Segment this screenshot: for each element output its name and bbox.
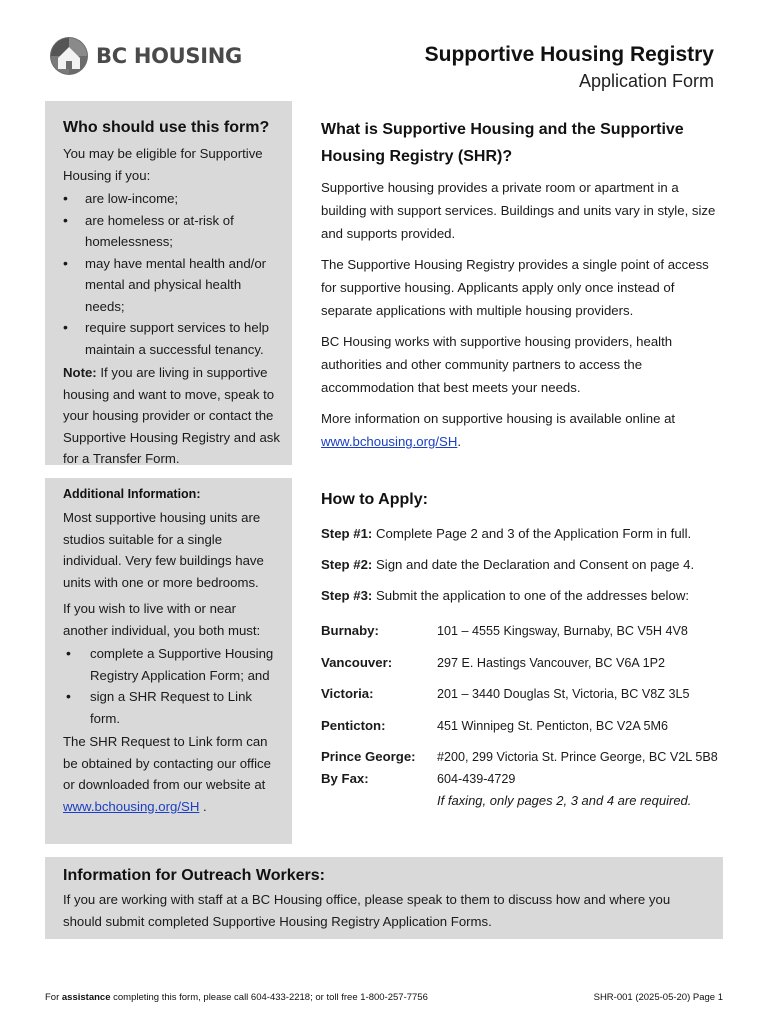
who-intro: You may be eligible for Supportive Housing if you: xyxy=(63,146,263,183)
additional-p3-text: The SHR Request to Link form can be obtained by contacting our office or downloaded from our website at xyxy=(63,734,271,792)
step-2 xyxy=(321,554,721,575)
additional-heading: Additional Information: xyxy=(63,487,201,501)
step-label: Step #3: xyxy=(321,588,373,603)
outreach-text: If you are working with staff at a BC Housing office, please speak to them to discuss how and where you should submit completed Supportive Housing Registry Application Forms. xyxy=(63,892,671,929)
address-row-prince-george xyxy=(321,746,721,768)
list-item: • are homeless or at-risk of homelessness; xyxy=(63,210,284,253)
what-heading: What is Supportive Housing and the Supportive Housing Registry (SHR)? xyxy=(321,121,684,165)
address-value: 451 Winnipeg St. Penticton, BC V2A 5M6 xyxy=(437,718,669,733)
list-item: • are low-income; xyxy=(63,188,284,210)
what-p4 xyxy=(321,407,721,453)
link-requirements-list xyxy=(63,643,284,729)
house-logo-icon xyxy=(50,36,88,76)
address-value: 297 E. Hastings Vancouver, BC V6A 1P2 xyxy=(437,655,665,670)
address-location: By Fax: xyxy=(321,771,369,787)
address-location: Prince George: xyxy=(321,749,416,765)
how-to-apply-section xyxy=(321,486,721,812)
footer-bold: assistance xyxy=(61,992,111,1003)
link-after: . xyxy=(199,798,207,814)
footer-form-id: SHR-001 (2025-05-20) Page 1 xyxy=(593,992,723,1003)
form-title-block xyxy=(425,42,714,94)
list-item: • sign a SHR Request to Link form. xyxy=(63,686,284,729)
page-footer xyxy=(45,992,723,1003)
footer-assistance xyxy=(45,992,428,1003)
note-text: If you are living in supportive housing and want to move, speak to your housing provider or contact the Supportive Housing Registry and ask for a Transfer Form. xyxy=(63,365,280,466)
what-p2: The Supportive Housing Registry provides a single point of access for supportive housing. Applicants apply only once instead of separate applications with multiple housing providers. xyxy=(321,257,709,318)
step-1 xyxy=(321,523,721,544)
apply-heading: How to Apply: xyxy=(321,491,428,508)
additional-info-box xyxy=(45,478,292,844)
address-row-vancouver xyxy=(321,652,721,674)
additional-p2: If you wish to live with or near another individual, you both must: xyxy=(63,601,261,638)
who-should-use-box xyxy=(45,101,292,465)
address-location: Vancouver: xyxy=(321,654,393,670)
bc-housing-logo xyxy=(50,36,242,76)
step-text: Submit the application to one of the addresses below: xyxy=(372,588,690,603)
fax-number: 604-439-4729 xyxy=(437,772,516,787)
list-item: • may have mental health and/or mental and physical health needs; xyxy=(63,253,284,318)
what-is-section xyxy=(321,116,721,461)
form-title: Supportive Housing Registry xyxy=(424,43,714,66)
eligibility-list xyxy=(63,188,284,360)
list-item: • require support services to help maintain a successful tenancy. xyxy=(63,317,284,360)
step-text: Complete Page 2 and 3 of the Application Form in full. xyxy=(372,526,692,541)
additional-p3 xyxy=(63,731,284,817)
who-heading: Who should use this form? xyxy=(63,119,270,136)
address-location: Burnaby: xyxy=(321,623,379,638)
note-label: Note: xyxy=(63,365,97,380)
who-note xyxy=(63,362,284,470)
address-row-burnaby xyxy=(321,620,721,642)
logo-text: BC HOUSING xyxy=(96,44,242,68)
address-location: Penticton: xyxy=(321,717,386,733)
address-row-victoria xyxy=(321,683,721,705)
outreach-heading: Information for Outreach Workers: xyxy=(63,867,325,884)
form-subtitle: Application Form xyxy=(578,71,714,91)
list-item: • complete a Supportive Housing Registry Application Form; and xyxy=(63,643,284,686)
step-text: Sign and date the Declaration and Consent on page 4. xyxy=(372,557,695,572)
footer-rest: completing this form, please call 604-433-2218; or toll free 1-800-257-7756 xyxy=(110,992,428,1003)
address-row-fax xyxy=(321,768,721,790)
address-value: #200, 299 Victoria St. Prince George, BC V2L 5B8 xyxy=(437,750,718,765)
outreach-workers-box xyxy=(45,857,723,939)
step-3 xyxy=(321,585,721,606)
what-p1: Supportive housing provides a private room or apartment in a building with support services. Buildings and units vary in style, size and supports provided. xyxy=(321,180,716,241)
footer-prefix: For xyxy=(45,992,62,1003)
bchousing-link-left[interactable]: www.bchousing.org/SH xyxy=(63,798,200,814)
what-p3: BC Housing works with supportive housing providers, health authorities and other community partners to access the accommodation that best meets your needs. xyxy=(321,334,673,395)
step-label: Step #1: xyxy=(321,526,373,541)
address-row-penticton xyxy=(321,715,721,737)
address-location: Victoria: xyxy=(321,686,374,702)
address-value: 201 – 3440 Douglas St, Victoria, BC V8Z 3L5 xyxy=(437,687,690,702)
fax-note: If faxing, only pages 2, 3 and 4 are required. xyxy=(437,793,692,809)
what-p4-text: More information on supportive housing is available online at xyxy=(321,411,676,426)
step-label: Step #2: xyxy=(321,557,373,572)
link-after: . xyxy=(457,434,462,449)
additional-p1: Most supportive housing units are studios suitable for a single individual. Very few buildings have units with one or more bedrooms. xyxy=(63,510,264,590)
address-value: 101 – 4555 Kingsway, Burnaby, BC V5H 4V8 xyxy=(437,624,688,638)
bchousing-link-right[interactable]: www.bchousing.org/SH xyxy=(321,434,458,449)
